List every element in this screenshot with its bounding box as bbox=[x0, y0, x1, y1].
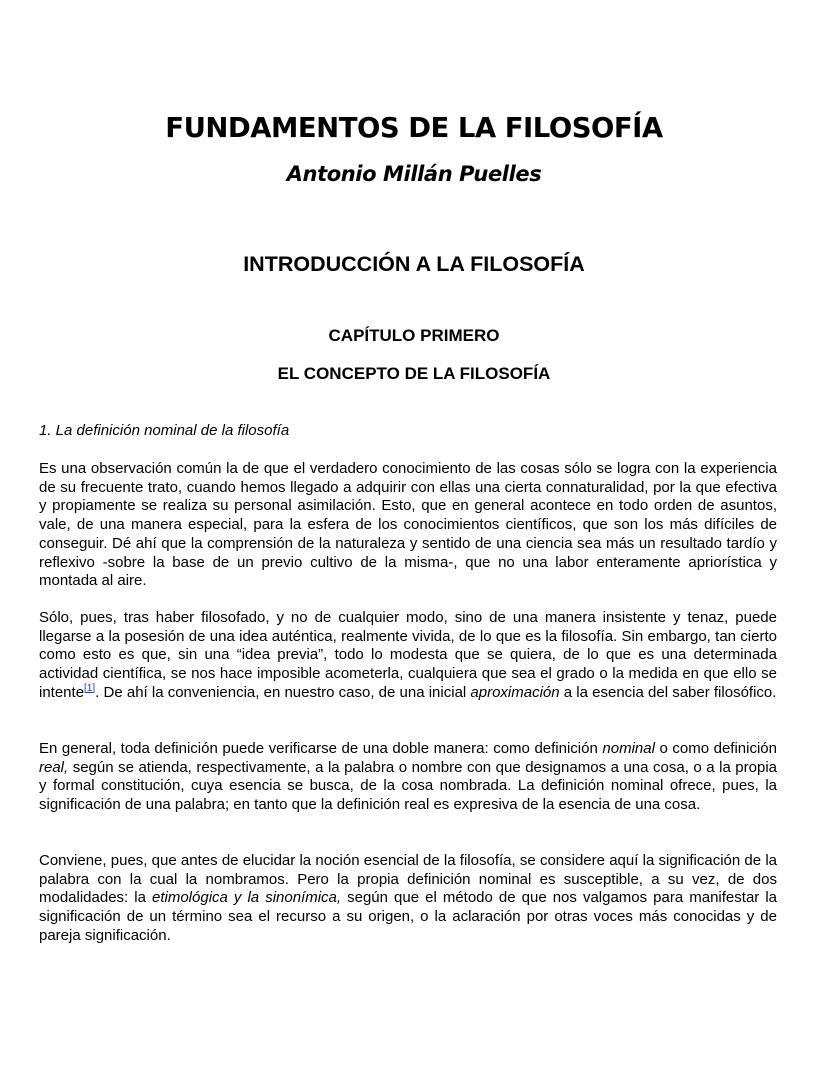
paragraph-3 bbox=[39, 740, 777, 815]
footnote-link[interactable]: [1] bbox=[84, 682, 96, 694]
paragraph-2-text-c: a la esencia del saber filosófico. bbox=[559, 683, 777, 701]
paragraph-4 bbox=[39, 852, 777, 946]
paragraph-3-text-a: En general, toda definición puede verificarse de una doble manera: como definición bbox=[39, 740, 603, 757]
section-heading: 1. La definición nominal de la filosofía bbox=[39, 422, 290, 439]
paragraph-4-text-a: Conviene, pues, que antes de elucidar la noción esencial de la filosofía, se considere aquí la significación de la palabra con la cual la nombramos. Pero la propia definición nominal es susceptible, a su vez, de dos modalidades: la bbox=[39, 852, 777, 907]
paragraph-4-emphasis: etimológica y la sinonímica, bbox=[152, 889, 342, 907]
paragraph-3-text-c: según se atienda, respectivamente, a la palabra o nombre con que designamos a una cosa, o a la propia y formal constitución, cuya esencia se busca, de la cosa nombrada. La definición nominal ofrece, pues, la significación de una palabra; en tanto que la definición real es expresiva de la esencia de una cosa. bbox=[39, 758, 777, 814]
paragraph-3-emphasis-nominal: nominal bbox=[602, 740, 655, 757]
paragraph-3-emphasis-real: real, bbox=[39, 758, 69, 776]
part-heading: INTRODUCCIÓN A LA FILOSOFÍA bbox=[243, 252, 585, 276]
document-author: Antonio Millán Puelles bbox=[286, 162, 542, 186]
chapter-title: EL CONCEPTO DE LA FILOSOFÍA bbox=[277, 364, 551, 383]
paragraph-2-emphasis: aproximación bbox=[470, 683, 560, 701]
footnote-marker bbox=[84, 683, 95, 694]
chapter-number: CAPÍTULO PRIMERO bbox=[328, 326, 500, 345]
paragraph-1-text: Es una observación común la de que el verdadero conocimiento de las cosas sólo se logra con la experiencia de su frecuente trato, cuando hemos llegado a adquirir con ellas una cierta connaturalidad, por la que efectiva y propiamente se realiza su personal asimilación. Esto, que en general acontece en todo orden de asuntos, vale, de una manera especial, para la esfera de los conocimientos científicos, que son los más difíciles de conseguir. Dé ahí que la comprensión de la naturaleza y sentido de una ciencia sea más un resultado tardío y reflexivo -sobre la base de un previo cultivo de la misma-, que no una labor enteramente apriorística y montada al aire. bbox=[39, 460, 777, 590]
paragraph-2-text-a: Sólo, pues, tras haber filosofado, y no de cualquier modo, sino de una manera insistente y tenaz, puede llegarse a la posesión de una idea auténtica, realmente vivida, de lo que es la filosofía. Sin embargo, tan cierto como esto es que, sin una “idea previa”, todo lo modesta que se quiera, de lo que es una determinada actividad científica, se nos hace imposible acometerla, cualquiera que sea el grado o la medida en que ello se intente bbox=[39, 609, 777, 701]
document-title: FUNDAMENTOS DE LA FILOSOFÍA bbox=[165, 112, 663, 144]
paragraph-2-text-b: . De ahí la conveniencia, en nuestro caso, de una inicial bbox=[95, 683, 471, 701]
paragraph-2 bbox=[39, 609, 777, 703]
paragraph-3-text-b: o como definición bbox=[654, 740, 777, 757]
paragraph-1 bbox=[39, 460, 777, 591]
paragraph-4-text-b: según que el método de que nos valgamos para manifestar la significación de un término sea el recurso a su origen, o la aclaración por otras voces más conocidas y de pareja significación. bbox=[39, 889, 778, 944]
